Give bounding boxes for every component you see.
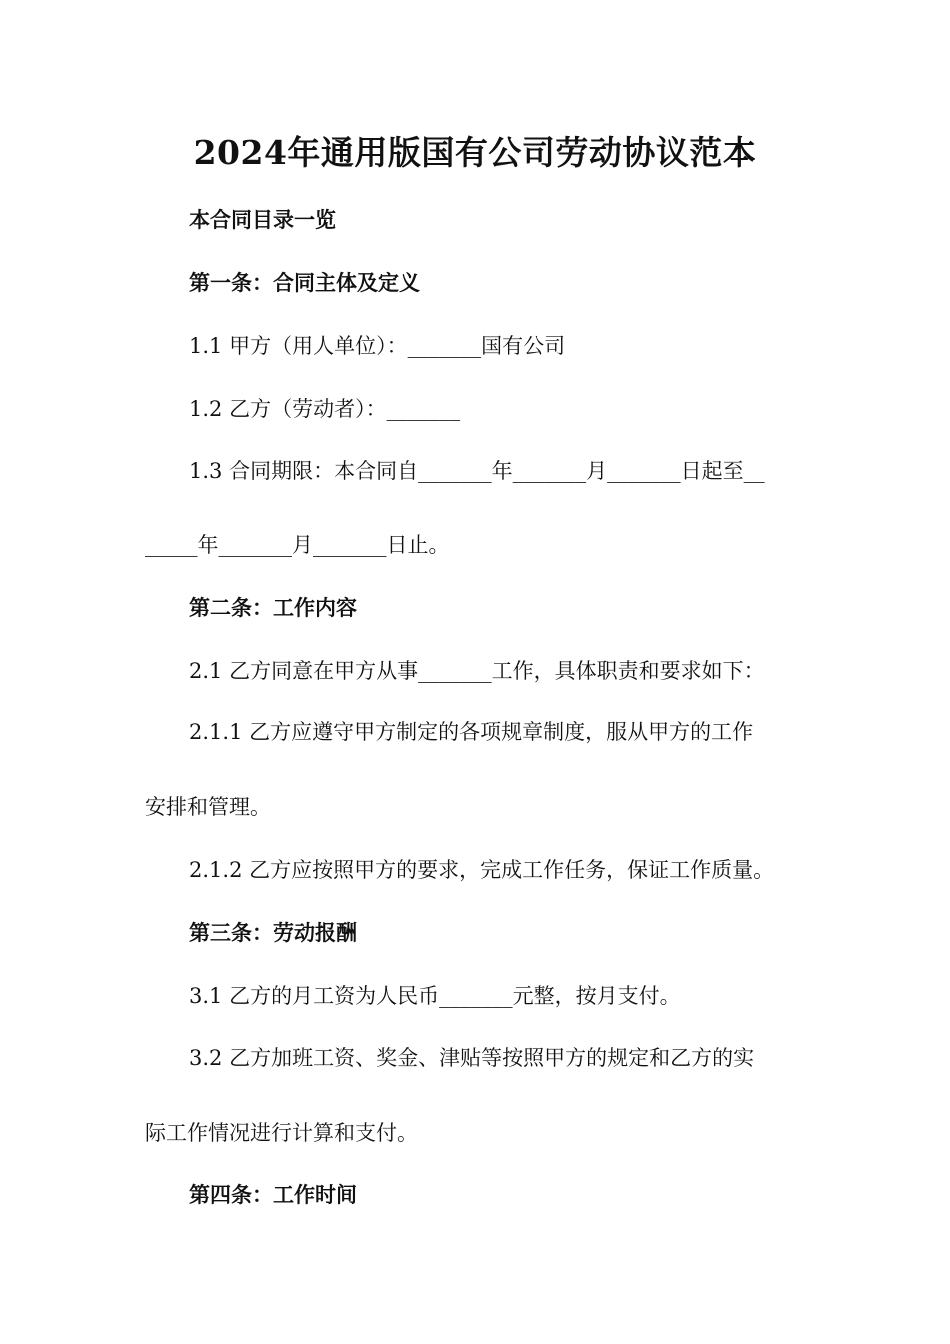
clause-1-3-continued: _____年_______月_______日止。	[145, 533, 450, 557]
article-2-heading: 第二条：工作内容	[189, 595, 357, 620]
clause-1-1: 1.1 甲方（用人单位）：_______国有公司	[189, 334, 566, 358]
article-4-heading: 第四条：工作时间	[189, 1182, 357, 1207]
clause-3-2-continued: 际工作情况进行计算和支付。	[145, 1121, 418, 1145]
article-1-heading: 第一条：合同主体及定义	[189, 270, 420, 295]
clause-1-2: 1.2 乙方（劳动者）：_______	[189, 397, 461, 421]
document-title: 2024年通用版国有公司劳动协议范本	[193, 133, 757, 172]
clause-3-2: 3.2 乙方加班工资、奖金、津贴等按照甲方的规定和乙方的实	[189, 1046, 755, 1070]
clause-2-1-2: 2.1.2 乙方应按照甲方的要求，完成工作任务，保证工作质量。	[189, 858, 775, 882]
article-3-heading: 第三条：劳动报酬	[189, 920, 357, 945]
clause-3-1: 3.1 乙方的月工资为人民币_______元整，按月支付。	[189, 984, 681, 1008]
toc-heading: 本合同目录一览	[189, 207, 336, 232]
clause-1-3: 1.3 合同期限：本合同自_______年_______月_______日起至__	[189, 459, 765, 483]
clause-2-1-1-continued: 安排和管理。	[145, 795, 271, 819]
clause-2-1: 2.1 乙方同意在甲方从事_______工作，具体职责和要求如下：	[189, 659, 765, 683]
clause-2-1-1: 2.1.1 乙方应遵守甲方制定的各项规章制度，服从甲方的工作	[189, 720, 754, 744]
